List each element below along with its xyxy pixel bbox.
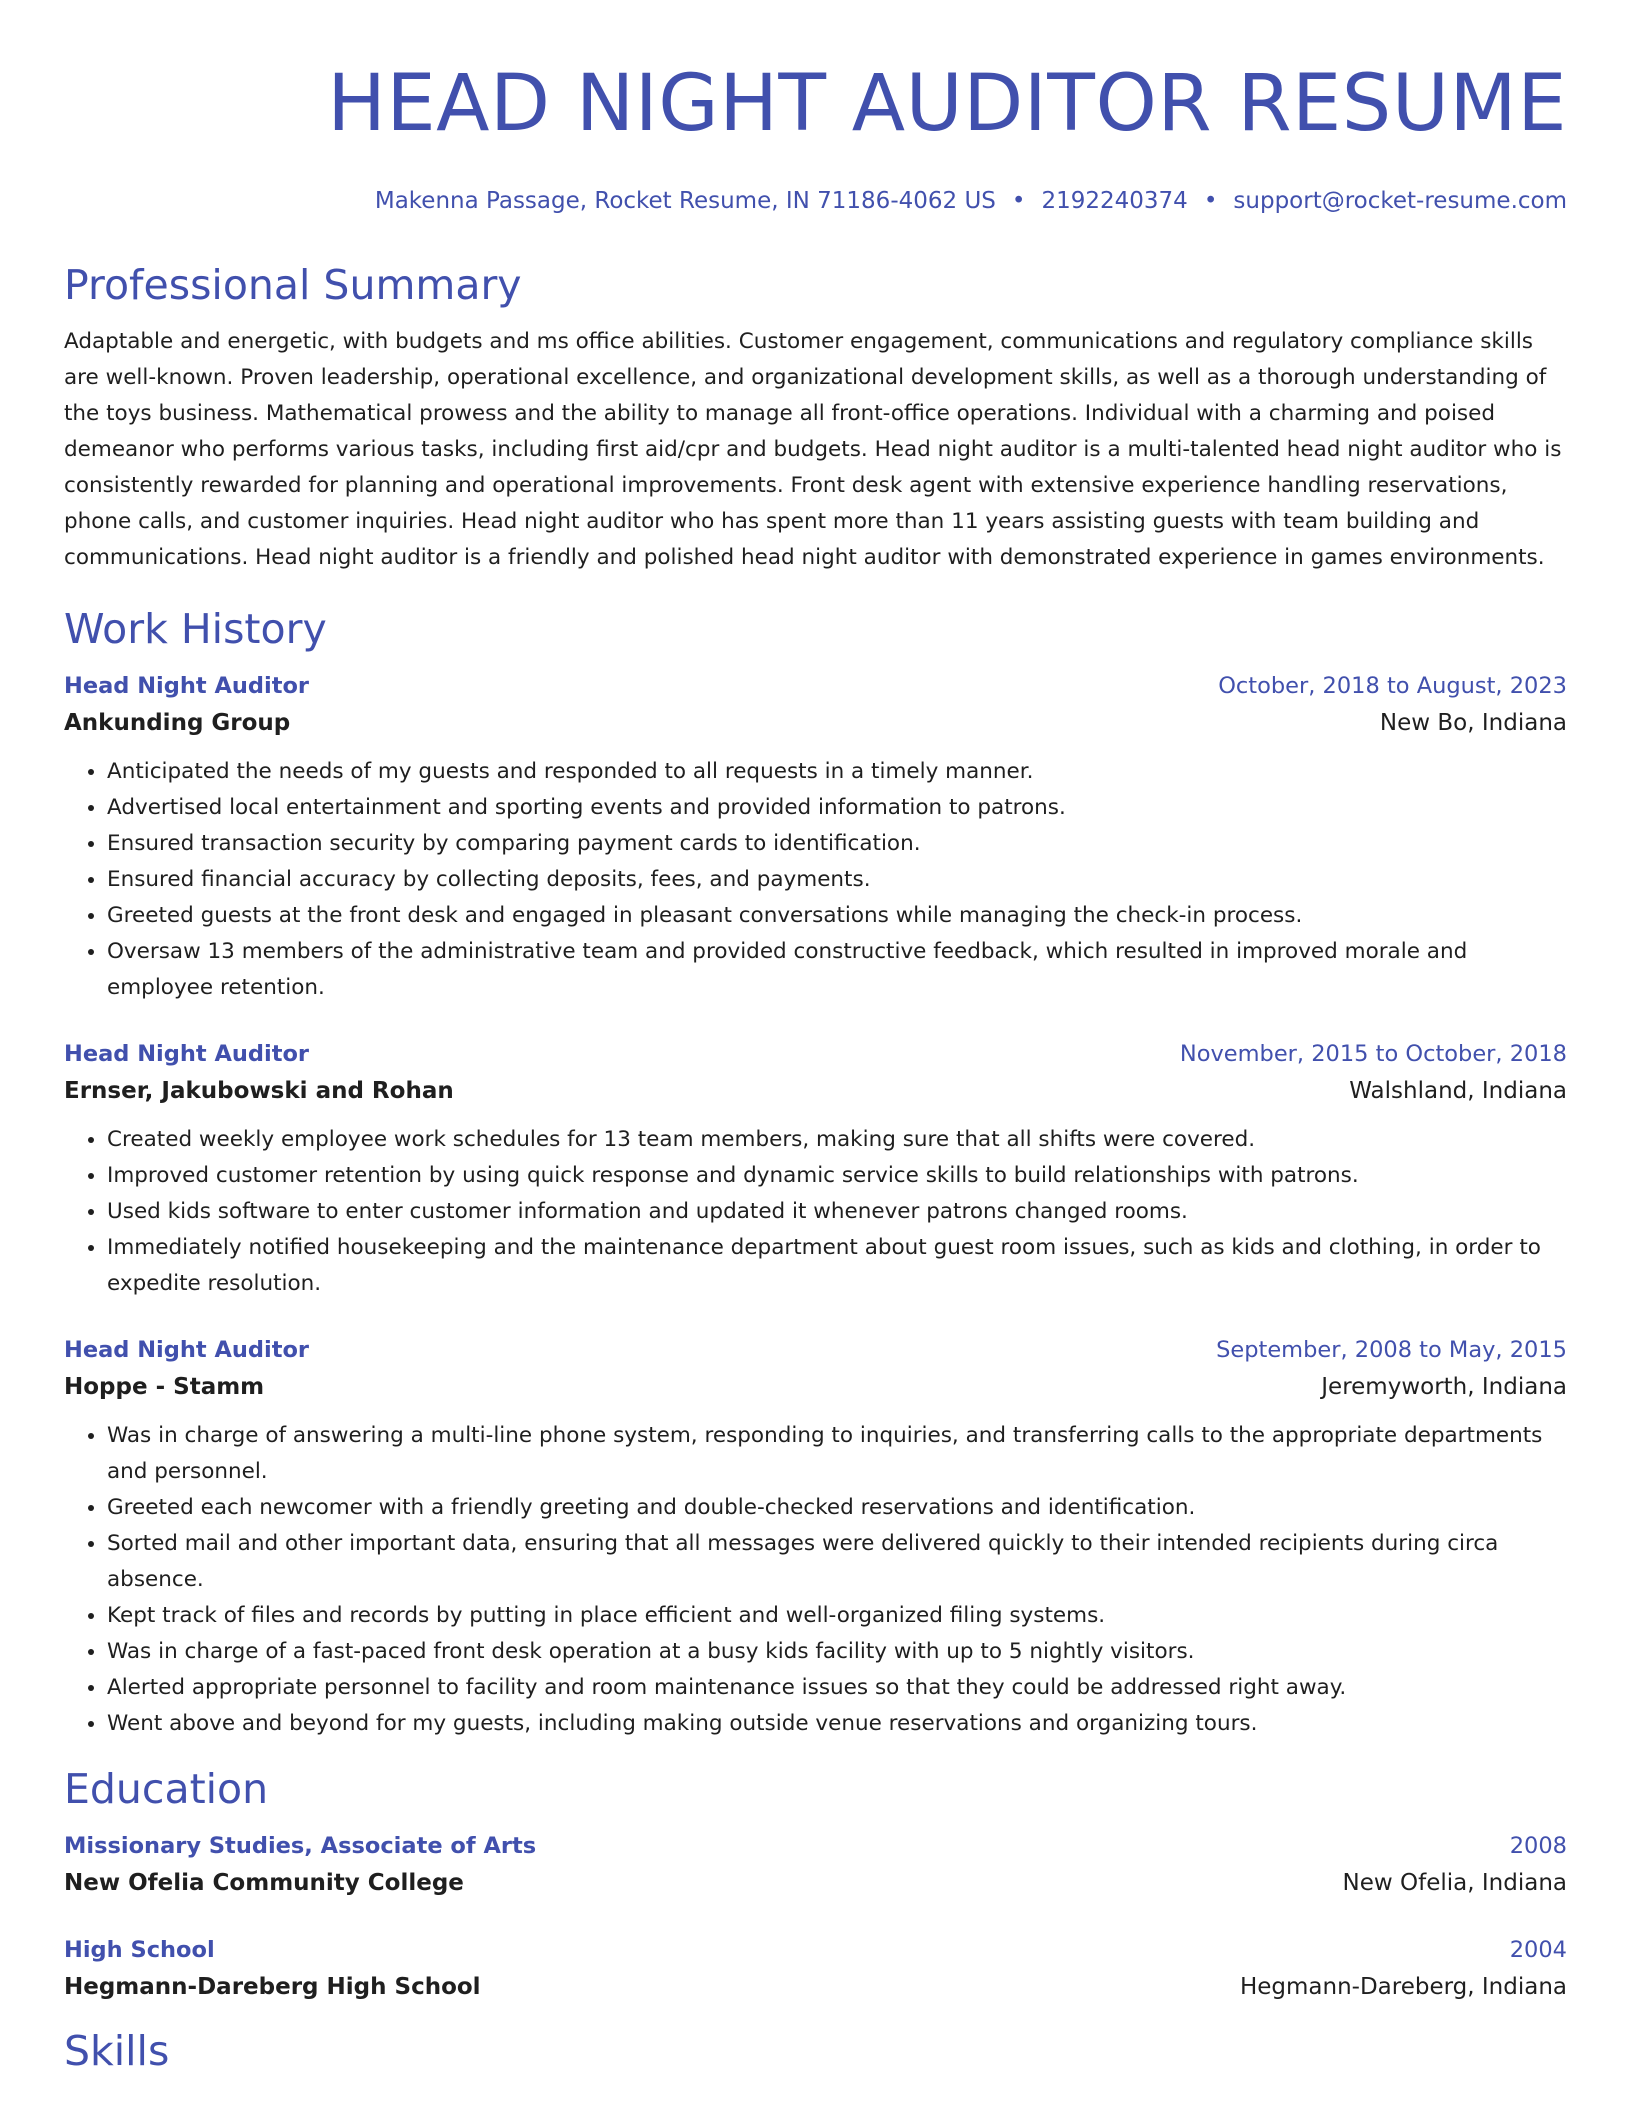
job-title: Head Night Auditor [64,673,310,699]
job-duty: • Alerted appropriate personnel to facility and room maintenance issues so that they could be addressed right away. [107,1670,1567,1706]
education-entry [64,1932,1567,2006]
job-duty: • Ensured financial accuracy by collecting deposits, fees, and payments. [107,862,1567,898]
skills-heading: Skills [64,2027,170,2075]
resume-page [64,0,1567,2076]
contact-phone: 2192240374 [1041,188,1188,214]
summary-heading: Professional Summary [64,261,522,309]
job-duty: • Greeted guests at the front desk and engaged in pleasant conversations while managing the check-in process. [107,898,1567,934]
education-degree: High School [64,1937,215,1963]
education-degree: Missionary Studies, Associate of Arts [64,1833,537,1859]
job-dates: November, 2015 to October, 2018 [1179,1041,1567,1067]
job-duty: • Anticipated the needs of my guests and responded to all requests in a timely manner. [107,754,1567,790]
work-history-heading: Work History [64,605,327,653]
job-duties-list [64,1122,1567,1302]
job-company: Ankunding Group [64,710,291,736]
job-location: Jeremyworth, Indiana [1321,1374,1567,1400]
job-duty: • Sorted mail and other important data, ensuring that all messages were delivered quickly to their intended recipients during circa absence. [107,1526,1567,1598]
education-location: New Ofelia, Indiana [1342,1870,1567,1896]
job-company: Ernser, Jakubowski and Rohan [64,1078,454,1104]
job-duty: • Created weekly employee work schedules for 13 team members, making sure that all shifts were covered. [107,1122,1567,1158]
job-duty: • Immediately notified housekeeping and the maintenance department about guest room issues, such as kids and clothing, in order to expedite resolution. [107,1230,1567,1302]
contact-email: support@rocket-resume.com [1233,188,1567,214]
job-title: Head Night Auditor [64,1337,310,1363]
job-location: Walshland, Indiana [1349,1078,1567,1104]
job-duty: • Used kids software to enter customer information and updated it whenever patrons changed rooms. [107,1194,1567,1230]
job-duty: • Advertised local entertainment and sporting events and provided information to patrons. [107,790,1567,826]
education-entry [64,1828,1567,1902]
contact-address: Makenna Passage, Rocket Resume, IN 71186-4062 US [374,188,996,214]
job-duty: • Improved customer retention by using quick response and dynamic service skills to build relationships with patrons. [107,1158,1567,1194]
job-dates: October, 2018 to August, 2023 [1218,673,1567,699]
job-duty: • Ensured transaction security by comparing payment cards to identification. [107,826,1567,862]
job-entry [64,1036,1567,1302]
job-title: Head Night Auditor [64,1041,310,1067]
job-company: Hoppe - Stamm [64,1374,265,1400]
education-school: New Ofelia Community College [64,1870,464,1896]
education-heading: Education [64,1765,269,1813]
job-duty: • Greeted each newcomer with a friendly greeting and double-checked reservations and identification. [107,1490,1567,1526]
job-entry [64,668,1567,1006]
contact-line [64,186,1567,216]
education-location: Hegmann-Dareberg, Indiana [1239,1974,1567,2000]
resume-title: HEAD NIGHT AUDITOR RESUME [327,59,1567,149]
job-entry [64,1332,1567,1742]
job-duty: • Was in charge of answering a multi-line phone system, responding to inquiries, and transferring calls to the appropriate departments and personnel. [107,1418,1567,1490]
contact-separator: • [1203,188,1218,214]
education-year: 2008 [1509,1833,1567,1859]
contact-separator: • [1011,188,1026,214]
education-year: 2004 [1509,1937,1567,1963]
job-duties-list [64,1418,1567,1742]
job-duty: • Kept track of files and records by putting in place efficient and well-organized filing systems. [107,1598,1567,1634]
job-duties-list [64,754,1567,1006]
education-school: Hegmann-Dareberg High School [64,1974,481,2000]
job-location: New Bo, Indiana [1379,710,1567,736]
summary-text: Adaptable and energetic, with budgets and ms office abilities. Customer engagement, communications and regulatory compliance skills are well-known. Proven leadership, operational excellence, and organizational development skills, as well as a thorough understanding of the toys business. Mathematical prowess and the ability to manage all front-office operations. Individual with a charming and poised demeanor who performs various tasks, including first aid/cpr and budgets. Head night auditor is a multi-talented head night auditor who is consistently rewarded for planning and operational improvements. Front desk agent with extensive experience handling reservations, phone calls, and customer inquiries. Head night auditor who has spent more than 11 years assisting guests with team building and communications. Head night auditor is a friendly and polished head night auditor with demonstrated experience in games environments. [64,329,1562,570]
job-duty: • Went above and beyond for my guests, including making outside venue reservations and organizing tours. [107,1706,1567,1742]
job-duty: • Oversaw 13 members of the administrative team and provided constructive feedback, which resulted in improved morale and employee retention. [107,934,1567,1006]
job-dates: September, 2008 to May, 2015 [1216,1337,1567,1363]
job-duty: • Was in charge of a fast-paced front desk operation at a busy kids facility with up to 5 nightly visitors. [107,1634,1567,1670]
